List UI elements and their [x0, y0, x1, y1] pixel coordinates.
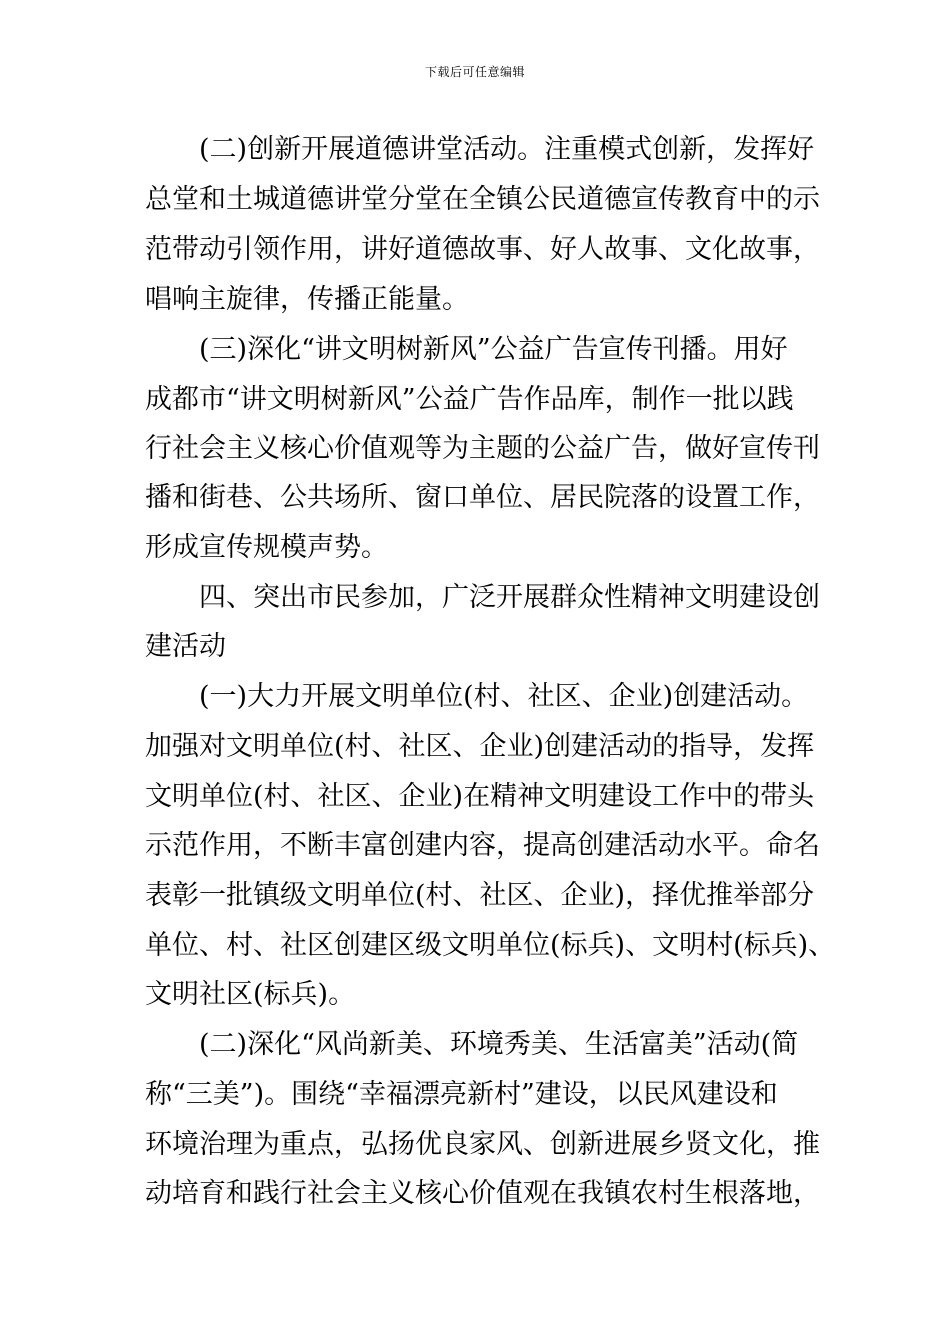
- text-line: 示范作用，不断丰富创建内容，提高创建活动水平。命名: [145, 830, 820, 861]
- text-line: 形成宣传规模声势。: [145, 532, 388, 563]
- text-line: 范带动引领作用，讲好道德故事、好人故事、文化故事，: [145, 234, 820, 265]
- page-header: 下载后可任意编辑: [424, 65, 525, 79]
- text-line: 动培育和践行社会主义核心价值观在我镇农村生根落地，: [145, 1178, 820, 1209]
- text-line: 加强对文明单位(村、社区、企业)创建活动的指导，发挥: [145, 731, 815, 762]
- text-line: 文明单位(村、社区、企业)在精神文明建设工作中的带头: [145, 781, 815, 812]
- text-line: 唱响主旋律，传播正能量。: [145, 284, 469, 315]
- text-line: 成都市“讲文明树新风”公益广告作品库，制作一批以践: [145, 384, 794, 415]
- text-line: 建活动: [145, 631, 226, 662]
- text-line: 总堂和土城道德讲堂分堂在全镇公民道德宣传教育中的示: [145, 184, 820, 215]
- text-line: 播和街巷、公共场所、窗口单位、居民院落的设置工作，: [145, 482, 820, 513]
- text-line: 表彰一批镇级文明单位(村、社区、企业)，择优推举部分: [145, 880, 815, 911]
- text-line: 四、突出市民参加，广泛开展群众性精神文明建设创: [199, 582, 820, 613]
- text-line: 环境治理为重点，弘扬优良家风、创新进展乡贤文化，推: [145, 1129, 820, 1160]
- text-line: 单位、村、社区创建区级文明单位(标兵)、文明村(标兵)、: [145, 930, 836, 961]
- text-line: (二)深化“风尚新美、环境秀美、生活富美”活动(简: [199, 1029, 799, 1060]
- text-line: (二)创新开展道德讲堂活动。注重模式创新，发挥好: [199, 134, 815, 165]
- text-line: 称“三美”)。围绕“幸福漂亮新村”建设，以民风建设和: [145, 1079, 778, 1110]
- text-line: 行社会主义核心价值观等为主题的公益广告，做好宣传刊: [145, 433, 820, 464]
- text-line: (三)深化“讲文明树新风”公益广告宣传刊播。用好: [199, 334, 788, 365]
- text-line: 文明社区(标兵)。: [145, 979, 356, 1010]
- text-line: (一)大力开展文明单位(村、社区、企业)创建活动。: [199, 681, 809, 712]
